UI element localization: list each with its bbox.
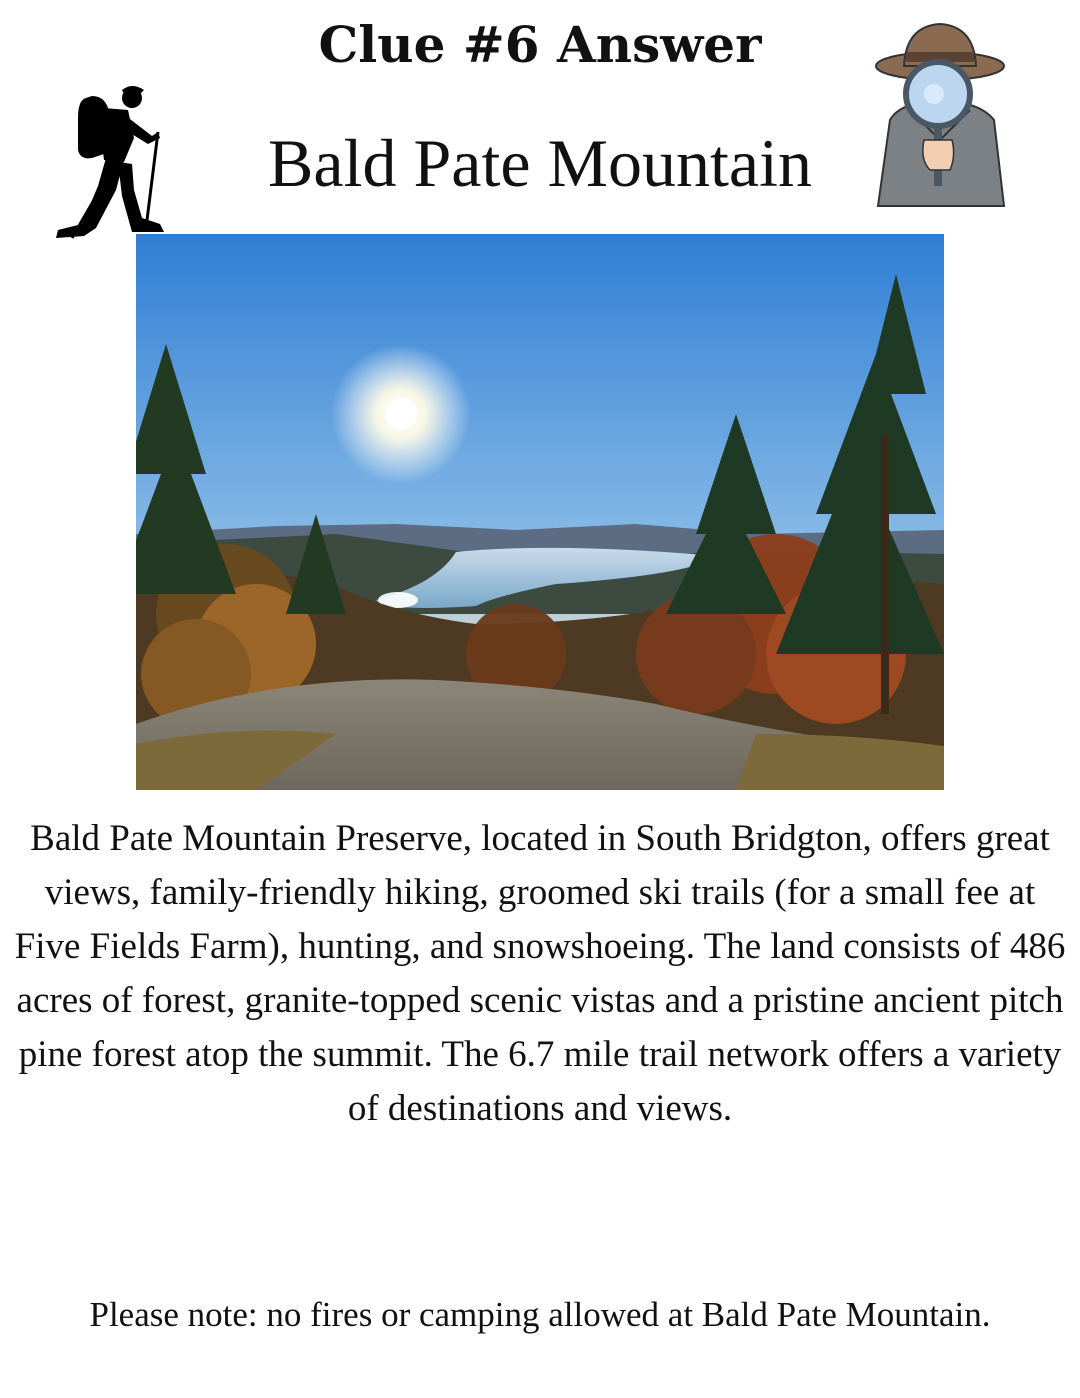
detective-magnifying-glass-icon <box>870 10 1010 210</box>
answer-title: Bald Pate Mountain <box>268 125 812 201</box>
preserve-description: Bald Pate Mountain Preserve, located in South Bridgton, offers great views, family-friendly hiking, groomed ski trails (for a small fee at Five Fields Farm), hunting, and snowshoeing. The land consists of 486 acres of forest, granite-topped scenic vistas and a pristine ancient pitch pine forest atop the summit. The 6.7 mile trail network offers a variety of destinations and views. <box>14 818 1066 1129</box>
hiker-silhouette-icon <box>48 78 188 246</box>
fire-camping-note: Please note: no fires or camping allowed at Bald Pate Mountain. <box>89 1295 991 1334</box>
mountain-summit-lake-view-photo <box>136 234 944 790</box>
clue-title: Clue #6 Answer <box>318 15 762 74</box>
